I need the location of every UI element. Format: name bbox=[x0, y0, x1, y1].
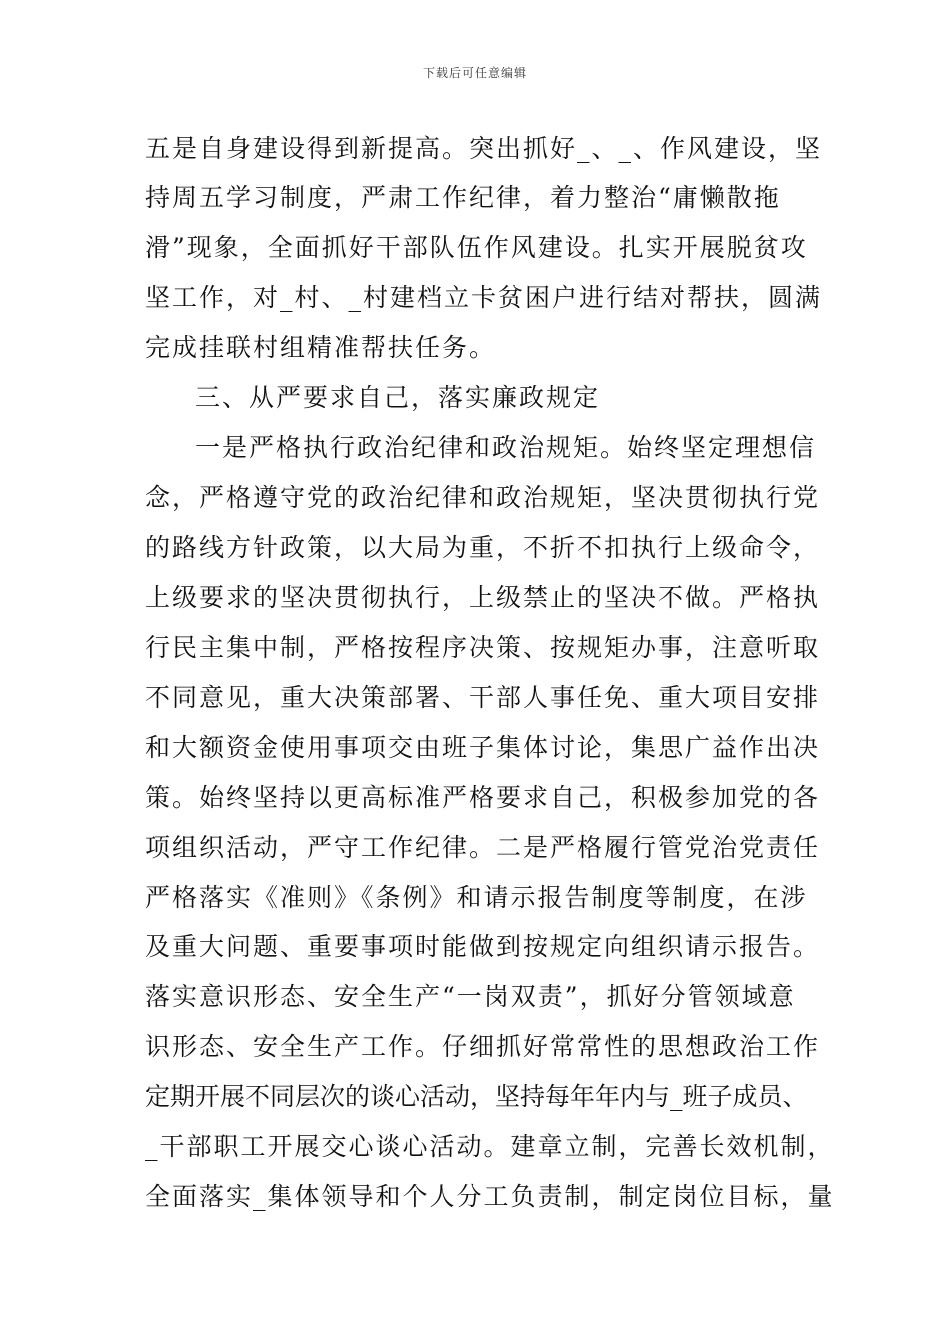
text-line: 一是严格执行政治纪律和政治规矩。始终坚定理想信 bbox=[195, 433, 817, 462]
text-line: 坚工作，对_村、_村建档立卡贫困户进行结对帮扶，圆满 bbox=[145, 283, 823, 312]
text-line: 定期开展不同层次的谈心活动，坚持每年年内与_班子成员、 bbox=[145, 1082, 808, 1111]
text-line: 和大额资金使用事项交由班子集体讨论，集思广益作出决 bbox=[145, 733, 821, 762]
text-line: 项组织活动，严守工作纪律。二是严格履行管党治党责任 bbox=[145, 833, 821, 862]
section-heading: 三、从严要求自己，落实廉政规定 bbox=[195, 383, 601, 412]
text-line: 及重大问题、重要事项时能做到按规定向组织请示报告。 bbox=[145, 932, 821, 961]
text-line: 行民主集中制，严格按程序决策、按规矩办事，注意听取 bbox=[145, 633, 821, 662]
text-line: 上级要求的坚决贯彻执行，上级禁止的坚决不做。严格执 bbox=[145, 583, 821, 612]
text-line: 的路线方针政策，以大局为重，不折不扣执行上级命令， bbox=[145, 533, 821, 562]
text-line: 严格落实《准则》《条例》和请示报告制度等制度，在涉 bbox=[145, 883, 808, 912]
page-header: 下载后可任意编辑 bbox=[422, 66, 527, 80]
text-line: _干部职工开展交心谈心活动。建章立制，完善长效机制， bbox=[145, 1132, 835, 1161]
text-line: 落实意识形态、安全生产“一岗双责”，抓好分管领域意 bbox=[145, 982, 796, 1011]
text-line: 滑”现象，全面抓好干部队伍作风建设。扎实开展脱贫攻 bbox=[145, 233, 808, 262]
text-line: 五是自身建设得到新提高。突出抓好_、_、作风建设，坚 bbox=[145, 134, 823, 163]
text-line: 念，严格遵守党的政治纪律和政治规矩，坚决贯彻执行党 bbox=[145, 483, 821, 512]
text-line: 不同意见，重大决策部署、干部人事任免、重大项目安排 bbox=[145, 683, 821, 712]
text-line: 策。始终坚持以更高标准严格要求自己，积极参加党的各 bbox=[145, 783, 821, 812]
text-line: 持周五学习制度，严肃工作纪律，着力整治“庸懒散拖 bbox=[145, 183, 781, 212]
text-line: 识形态、安全生产工作。仔细抓好常常性的思想政治工作 bbox=[145, 1032, 821, 1061]
text-line: 完成挂联村组精准帮扶任务。 bbox=[145, 333, 497, 362]
text-line: 全面落实_集体领导和个人分工负责制，制定岗位目标，量 bbox=[145, 1182, 835, 1211]
